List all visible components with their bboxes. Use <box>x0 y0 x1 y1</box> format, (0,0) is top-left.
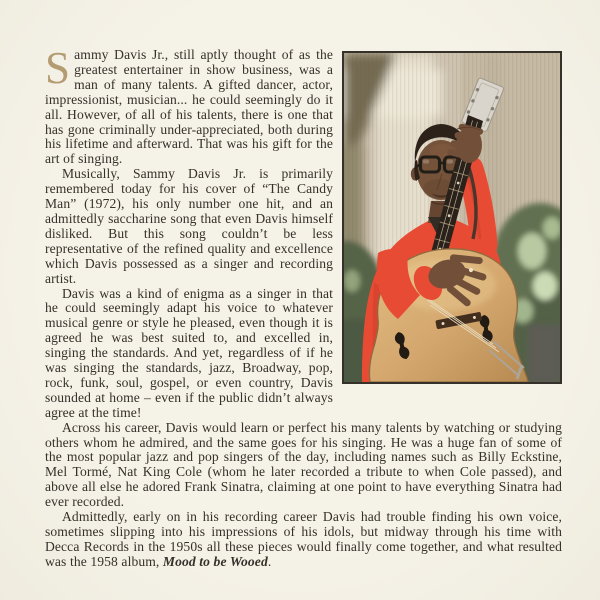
paragraph-5 <box>45 510 562 570</box>
paragraph-4: Across his career, Davis would learn or perfect his many talents by watching or studying others whom he admired, and the same goes for his singing. He was a huge fan of some of the most popular jazz and pop singers of the day, including names such as Billy Eckstine, Mel Tormé, Nat King Cole (whom he later recorded a tribute to when Cole passed), and above all else he adored Frank Sinatra, claiming at one point to have everything Sinatra had ever recorded. <box>45 419 562 510</box>
paragraph-3: Davis was a kind of enigma as a singer in that he could seemingly adapt his voice to whatever musical genre or style he pleased, even though it is agreed he was best suited to, and excelled in, singing the standards. And yet, regardless of if he was singing the standards, jazz, Broadway, pop, rock, funk, soul, gospel, or even country, Davis sounded at home – even if the public didn’t always agree at the time! <box>45 285 333 420</box>
paragraph-1-text: ammy Davis Jr., still aptly thought of as the greatest entertainer in show business, was a man of many talents. A gifted dancer, actor, impressionist, musician... he could seemingly do it all. However, of all of his talents, there is one that has gone criminally under-appreciated, both during his lifetime and afterward. That was his gift for the art of singing. <box>45 47 333 167</box>
sammy-photo-illustration <box>344 53 560 382</box>
paragraph-5-lead: Admittedly, early on in his recording career Davis had trouble finding his own voice, sometimes slipping into his impressions of his idols, but midway through his time with Decca Records in the 1950s all these pieces would finally come together, and what resulted was the 1958 album, <box>45 509 562 569</box>
sammy-photo-frame <box>342 51 562 384</box>
paragraph-5-end: . <box>267 553 272 569</box>
album-title-emphasis: Mood to be Wooed <box>162 553 268 569</box>
liner-notes-article <box>45 43 562 570</box>
drop-cap: S <box>45 43 71 93</box>
paragraph-2: Musically, Sammy Davis Jr. is primarily remembered today for his cover of “The Candy Man” (1972), his only number one hit, and an admittedly saccharine song that even Davis himself disliked. But this song couldn’t be less representative of the refined quality and excellence which Davis possessed as a singer and recording artist. <box>45 166 333 286</box>
photo-haze <box>344 53 560 382</box>
